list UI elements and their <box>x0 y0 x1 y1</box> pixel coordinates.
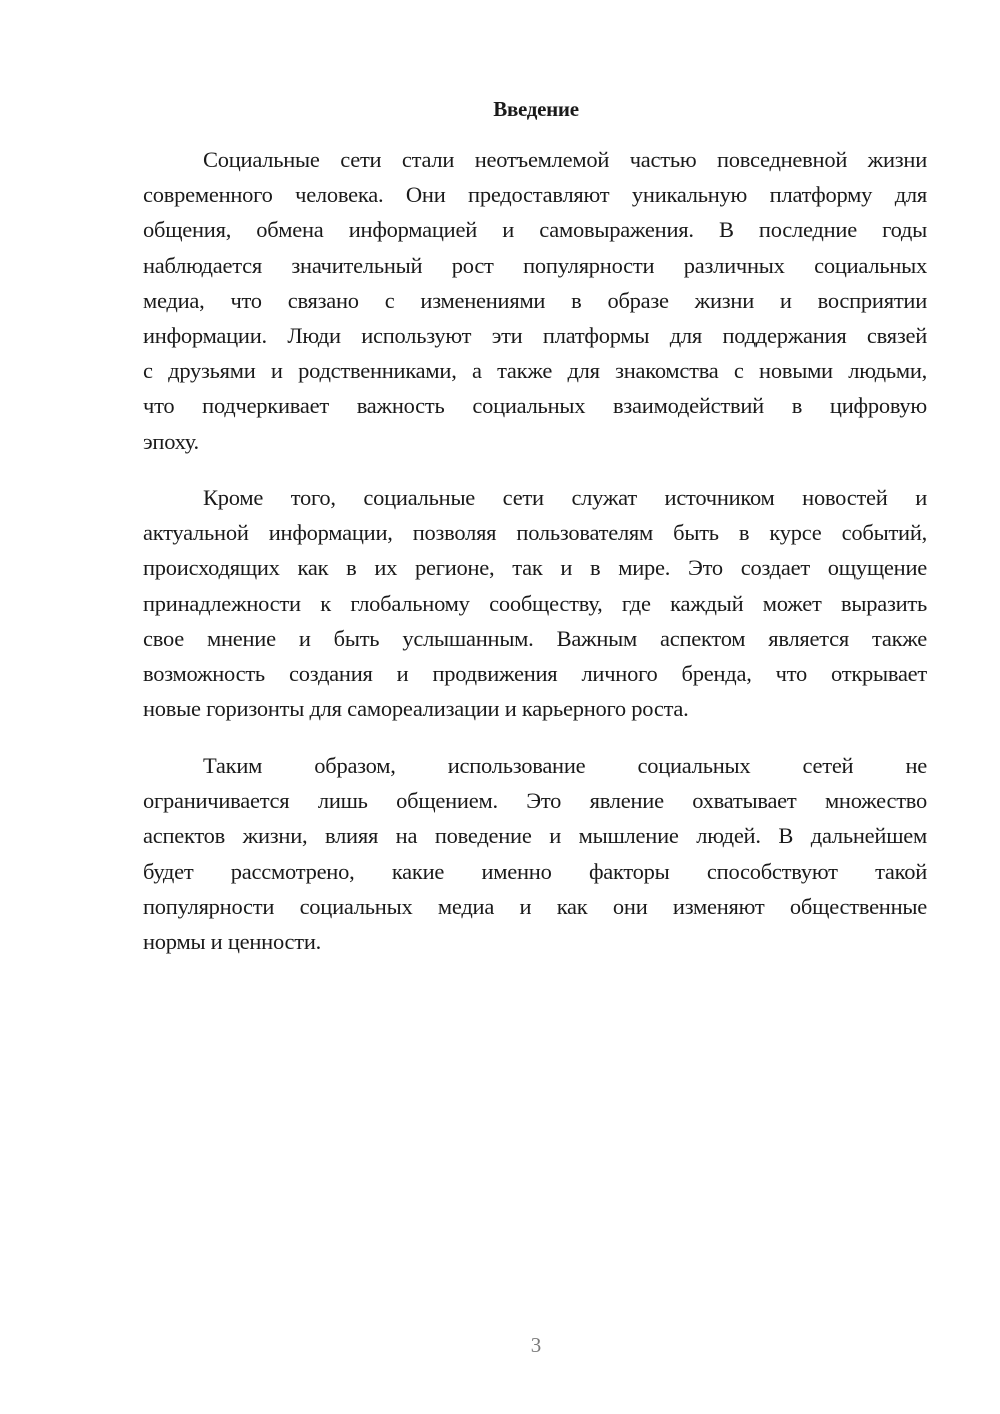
section-heading: Введение <box>493 97 579 121</box>
text-line: возможность создания и продвижения личного бренда, что открывает <box>143 660 927 686</box>
paragraph-3 <box>143 748 927 959</box>
text-line: свое мнение и быть услышанным. Важным аспектом является также <box>143 625 927 651</box>
paragraph-2 <box>143 480 927 726</box>
text-line: будет рассмотрено, какие именно факторы способствуют такой <box>143 858 927 884</box>
page-number: 3 <box>530 1333 542 1357</box>
text-line: актуальной информации, позволяя пользователям быть в курсе событий, <box>143 520 927 546</box>
text-line: современного человека. Они предоставляют уникальную платформу для <box>143 182 927 208</box>
text-line: информации. Люди используют эти платформы для поддержания связей <box>143 322 927 348</box>
text-line: эпоху. <box>143 428 199 454</box>
text-line: принадлежности к глобальному сообществу, где каждый может выразить <box>143 590 927 616</box>
text-line: Кроме того, социальные сети служат источником новостей и <box>203 485 927 510</box>
text-line: общения, обмена информацией и самовыражения. В последние годы <box>143 217 927 243</box>
paragraph-1 <box>143 142 927 459</box>
text-line: наблюдается значительный рост популярности различных социальных <box>143 252 927 278</box>
text-line: популярности социальных медиа и как они изменяют общественные <box>143 893 927 919</box>
text-line: нормы и ценности. <box>143 928 322 954</box>
text-line: Социальные сети стали неотъемлемой частью повседневной жизни <box>203 147 927 172</box>
text-line: с друзьями и родственниками, а также для знакомства с новыми людьми, <box>143 358 927 384</box>
text-line: происходящих как в их регионе, так и в мире. Это создает ощущение <box>143 555 927 581</box>
text-line: ограничивается лишь общением. Это явление охватывает множество <box>143 788 927 814</box>
text-line: Таким образом, использование социальных сетей не <box>203 753 927 778</box>
text-line: новые горизонты для самореализации и карьерного роста. <box>143 696 689 722</box>
text-line: что подчеркивает важность социальных взаимодействий в цифровую <box>143 393 927 419</box>
text-line: медиа, что связано с изменениями в образе жизни и восприятии <box>143 287 927 313</box>
text-line: аспектов жизни, влияя на поведение и мышление людей. В дальнейшем <box>143 823 927 849</box>
